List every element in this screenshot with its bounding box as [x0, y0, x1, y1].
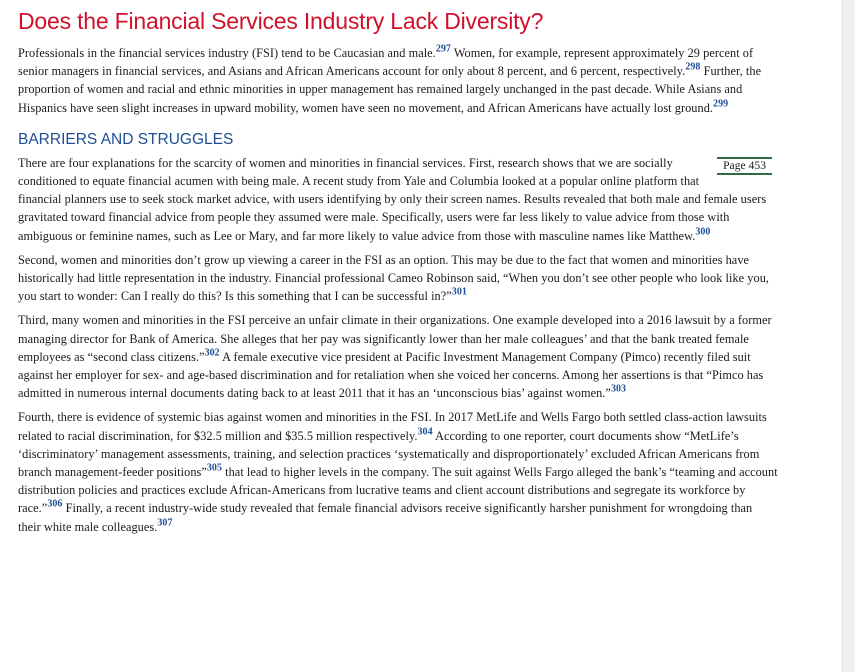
footnote-ref-298[interactable]: 298 — [685, 61, 701, 73]
paragraph-text: Fourth, there is evidence of systemic bias against women and minorities in the FSI. In 2017 MetLife and Wells Fargo both settled class-action lawsuits related to racial discrimination, for $32.5 million and $35.5 million respectively. — [18, 410, 767, 443]
paragraph-fourth-explanation — [18, 408, 778, 535]
paragraph-second-explanation — [18, 251, 778, 306]
paragraph-text: Further, the proportion of women and racial and ethnic minorities in upper management has remained largely unchanged in the past decade. While Asians and Hispanics have seen slight increases in upward mobility, women have seen no movement, and African Americans have actually lost ground. — [18, 64, 762, 115]
section-heading: BARRIERS AND STRUGGLES — [18, 130, 234, 148]
footnote-ref-297[interactable]: 297 — [435, 43, 451, 55]
paragraph-intro — [18, 44, 778, 117]
paragraph-text: A female executive vice president at Pacific Investment Management Company (Pimco) recently filed suit against her employer for sex- and age-based discrimination and for retaliation when she voiced her concerns. Among her assertions is that “Pimco has admitted in numerous internal documents dating back to at least 2011 that it has an ‘unconscious bias’ against women.” — [18, 349, 764, 401]
paragraph-text: Women, for example, represent approximately 29 percent of senior managers in financial services, and Asians and African Americans account for only about 8 percent, and 6 percent, respectively. — [18, 46, 754, 79]
paragraph-text: Third, many women and minorities in the FSI perceive an unfair climate in their organizations. One example developed into a 2016 lawsuit by a former managing director for Bank of America. She alleges that her pay was significantly lower than her male colleagues’ and that the bank treated female employees as “second class citizens.” — [18, 313, 772, 364]
paragraph-text: that lead to higher levels in the company. The suit against Wells Fargo alleged the bank’s “teaming and account distribution policies and practices exclude African-Americans from lucrative teams and client account distributions and segregate its workforce by race.” — [18, 465, 778, 516]
footnote-ref-301[interactable]: 301 — [451, 286, 467, 298]
article-title: Does the Financial Services Industry Lack Diversity? — [18, 8, 544, 34]
footnote-ref-305[interactable]: 305 — [206, 462, 223, 474]
paragraph-text: Second, women and minorities don’t grow up viewing a career in the FSI as an option. This may be due to the fact that women and minorities have historically had little representation in the industry. Financial professional Cameo Robinson said, “When you don’t see other people who look like you, you start to wonder: Can I really do this? Is this something that I can be successful in?” — [18, 252, 770, 304]
page-number-marker: Page 453 — [717, 157, 772, 175]
article-content — [18, 0, 778, 542]
footnote-ref-299[interactable]: 299 — [713, 98, 729, 110]
footnote-ref-300[interactable]: 300 — [695, 226, 711, 238]
footnote-ref-306[interactable]: 306 — [47, 498, 63, 510]
footnote-ref-304[interactable]: 304 — [417, 426, 433, 438]
footnote-ref-302[interactable]: 302 — [204, 347, 220, 359]
paragraph-first-explanation — [18, 154, 778, 245]
footnote-ref-303[interactable]: 303 — [610, 383, 627, 395]
paragraph-text: There are four explanations for the scarcity of women and minorities in financial services. First, research shows that we are socially conditioned to equate financial acumen with being male. A recent study from Yale and Columbia looked at a popular online platform that financial planners use to seek stock market advice, with users identifying by only their screen names. Results revealed that both male and female users gravitated toward financial advice from people they assumed were male. Specifically, users were far less likely to value advice from those with ambiguous or feminine names, such as Lee or Mary, and far more likely to value advice from those with masculine names like Matthew. — [18, 155, 767, 243]
paragraph-text: Finally, a recent industry-wide study revealed that female financial advisors receive significantly harsher punishment for wrongdoing than their white male colleagues. — [18, 501, 753, 534]
paragraph-text: Professionals in the financial services industry (FSI) tend to be Caucasian and male. — [18, 46, 436, 60]
paragraph-third-explanation — [18, 311, 778, 402]
vertical-scrollbar[interactable] — [842, 0, 855, 672]
footnote-ref-307[interactable]: 307 — [157, 517, 173, 529]
paragraph-text: According to one reporter, court documents show “MetLife’s ‘discriminatory’ management assessments, training, and selection practices ‘systematically and disproportionately’ excluded African Americans from branch management-feeder positions” — [18, 428, 760, 480]
